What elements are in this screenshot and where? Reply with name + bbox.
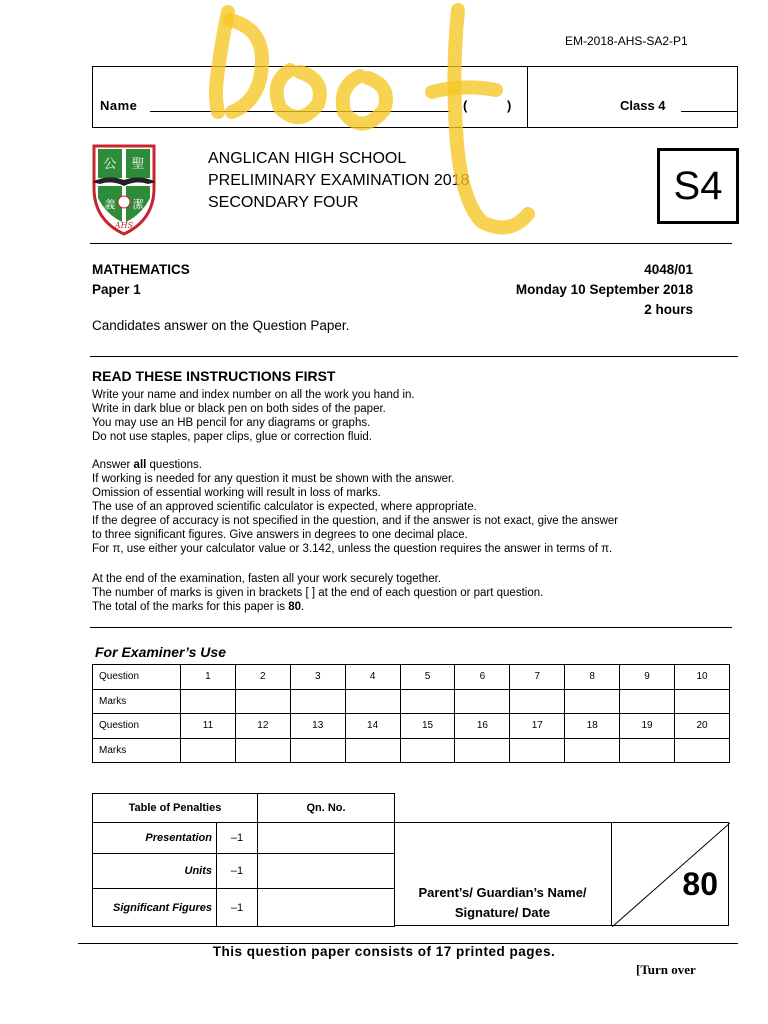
instruction-line: The number of marks is given in brackets [ ] at the end of each question or part question. xyxy=(92,587,544,599)
marks-cell[interactable] xyxy=(620,738,675,763)
question-number: 14 xyxy=(345,714,400,739)
instruction-line: You may use an HB pencil for any diagrams or graphs. xyxy=(92,417,371,429)
question-number: 19 xyxy=(620,714,675,739)
name-label: Name xyxy=(100,98,138,113)
divider-line xyxy=(90,243,732,244)
marks-cell[interactable] xyxy=(290,689,345,714)
instruction-line: The total of the marks for this paper is 80. xyxy=(92,601,305,613)
marks-label: Marks xyxy=(93,738,181,763)
instruction-line: Write in dark blue or black pen on both sides of the paper. xyxy=(92,403,386,415)
penalty-value: –1 xyxy=(217,854,258,889)
divider-line xyxy=(90,627,732,628)
question-number: 3 xyxy=(290,665,345,690)
marks-cell[interactable] xyxy=(400,738,455,763)
level-badge: S4 xyxy=(657,148,739,224)
penalty-label: Significant Figures xyxy=(93,889,217,927)
marks-label: Marks xyxy=(93,689,181,714)
paper-number: Paper 1 xyxy=(92,282,141,297)
guardian-label: Parent’s/ Guardian’s Name/ Signature/ Date xyxy=(418,885,587,920)
crest-char-3: 義 xyxy=(104,198,116,211)
marks-cell[interactable] xyxy=(181,689,236,714)
question-number: 7 xyxy=(510,665,565,690)
marks-cell[interactable] xyxy=(400,689,455,714)
instruction-line: Write your name and index number on all the work you hand in. xyxy=(92,389,415,401)
guardian-signature-box[interactable] xyxy=(394,822,612,926)
instructions-block-2 xyxy=(92,458,712,556)
question-number: 2 xyxy=(235,665,290,690)
instruction-line: Answer all questions. xyxy=(92,459,202,471)
exam-date: Monday 10 September 2018 xyxy=(515,282,693,297)
question-number: 5 xyxy=(400,665,455,690)
marks-cell[interactable] xyxy=(620,689,675,714)
marks-row xyxy=(93,689,730,714)
marks-cell[interactable] xyxy=(510,738,565,763)
marks-cell[interactable] xyxy=(181,738,236,763)
instruction-line: At the end of the examination, fasten all your work securely together. xyxy=(92,573,442,585)
penalty-value: –1 xyxy=(217,889,258,927)
index-open-bracket: ( xyxy=(463,98,468,113)
penalty-qn-cell[interactable] xyxy=(258,889,395,927)
crest-char-2: 聖 xyxy=(131,157,145,172)
instruction-line: Omission of essential working will result in loss of marks. xyxy=(92,487,381,499)
paper-details-block xyxy=(516,260,693,320)
question-number: 15 xyxy=(400,714,455,739)
examiner-marks-table xyxy=(92,664,730,763)
question-number: 16 xyxy=(455,714,510,739)
marks-row xyxy=(93,738,730,763)
instruction-line: to three significant figures. Give answers in degrees to one decimal place. xyxy=(92,529,468,541)
marks-cell[interactable] xyxy=(510,689,565,714)
question-number: 10 xyxy=(675,665,730,690)
question-number: 11 xyxy=(181,714,236,739)
penalty-label: Units xyxy=(93,854,217,889)
question-number: 20 xyxy=(675,714,730,739)
subject-block xyxy=(92,260,190,300)
school-title-block xyxy=(208,148,469,214)
marks-cell[interactable] xyxy=(345,689,400,714)
question-number: 13 xyxy=(290,714,345,739)
marks-cell[interactable] xyxy=(290,738,345,763)
crest-char-4: 潔 xyxy=(132,198,144,211)
instruction-line: For π, use either your calculator value or 3.142, unless the question requires the answer in terms of π. xyxy=(92,543,613,555)
crest-text: AHS xyxy=(114,221,134,230)
box-divider xyxy=(527,67,528,127)
instruction-line: The use of an approved scientific calculator is expected, where appropriate. xyxy=(92,501,477,513)
class-field[interactable] xyxy=(681,111,737,112)
examiner-use-title: For Examiner’s Use xyxy=(95,644,226,660)
marks-cell[interactable] xyxy=(675,689,730,714)
school-crest-logo xyxy=(88,138,160,236)
class-label: Class 4 xyxy=(620,98,666,113)
question-label: Question xyxy=(93,665,181,690)
exam-duration: 2 hours xyxy=(644,302,693,317)
question-number: 17 xyxy=(510,714,565,739)
question-number: 18 xyxy=(565,714,620,739)
level-name: SECONDARY FOUR xyxy=(208,194,359,211)
document-code: EM-2018-AHS-SA2-P1 xyxy=(565,34,688,48)
penalties-title: Table of Penalties xyxy=(93,794,258,823)
exam-name: PRELIMINARY EXAMINATION 2018 xyxy=(208,172,470,189)
penalty-value: –1 xyxy=(217,823,258,854)
name-field[interactable] xyxy=(150,111,450,112)
marks-cell[interactable] xyxy=(235,738,290,763)
instructions-block-3 xyxy=(92,572,712,614)
qn-no-header: Qn. No. xyxy=(258,794,395,823)
marks-cell[interactable] xyxy=(565,689,620,714)
penalties-table xyxy=(92,793,395,927)
penalty-qn-cell[interactable] xyxy=(258,823,395,854)
index-close-bracket: ) xyxy=(507,98,512,113)
instruction-line: If working is needed for any question it must be shown with the answer. xyxy=(92,473,455,485)
school-name: ANGLICAN HIGH SCHOOL xyxy=(208,150,407,167)
instructions-block-1 xyxy=(92,388,712,444)
penalty-qn-cell[interactable] xyxy=(258,854,395,889)
marks-cell[interactable] xyxy=(235,689,290,714)
instruction-line: If the degree of accuracy is not specified in the question, and if the answer is not exact, give the answer xyxy=(92,515,619,527)
subject-title: MATHEMATICS xyxy=(92,262,190,277)
crest-char-1: 公 xyxy=(103,157,117,172)
total-marks-value: 80 xyxy=(682,866,718,902)
question-number: 4 xyxy=(345,665,400,690)
question-number: 8 xyxy=(565,665,620,690)
paper-code: 4048/01 xyxy=(644,262,693,277)
question-label: Question xyxy=(93,714,181,739)
marks-cell[interactable] xyxy=(455,738,510,763)
total-marks-box xyxy=(611,822,729,926)
name-class-box xyxy=(92,66,738,128)
question-number: 9 xyxy=(620,665,675,690)
question-number: 12 xyxy=(235,714,290,739)
penalty-label: Presentation xyxy=(93,823,217,854)
candidates-note: Candidates answer on the Question Paper. xyxy=(92,318,350,333)
instructions-heading: READ THESE INSTRUCTIONS FIRST xyxy=(92,368,336,384)
divider-line xyxy=(90,356,738,357)
marks-cell[interactable] xyxy=(565,738,620,763)
question-row xyxy=(93,665,730,690)
page-count-note: This question paper consists of 17 printed pages. xyxy=(212,944,556,959)
question-number: 1 xyxy=(181,665,236,690)
marks-cell[interactable] xyxy=(455,689,510,714)
question-number: 6 xyxy=(455,665,510,690)
question-row xyxy=(93,714,730,739)
marks-cell[interactable] xyxy=(345,738,400,763)
turn-over-note: [Turn over xyxy=(636,962,696,977)
instruction-line: Do not use staples, paper clips, glue or correction fluid. xyxy=(92,431,372,443)
marks-cell[interactable] xyxy=(675,738,730,763)
